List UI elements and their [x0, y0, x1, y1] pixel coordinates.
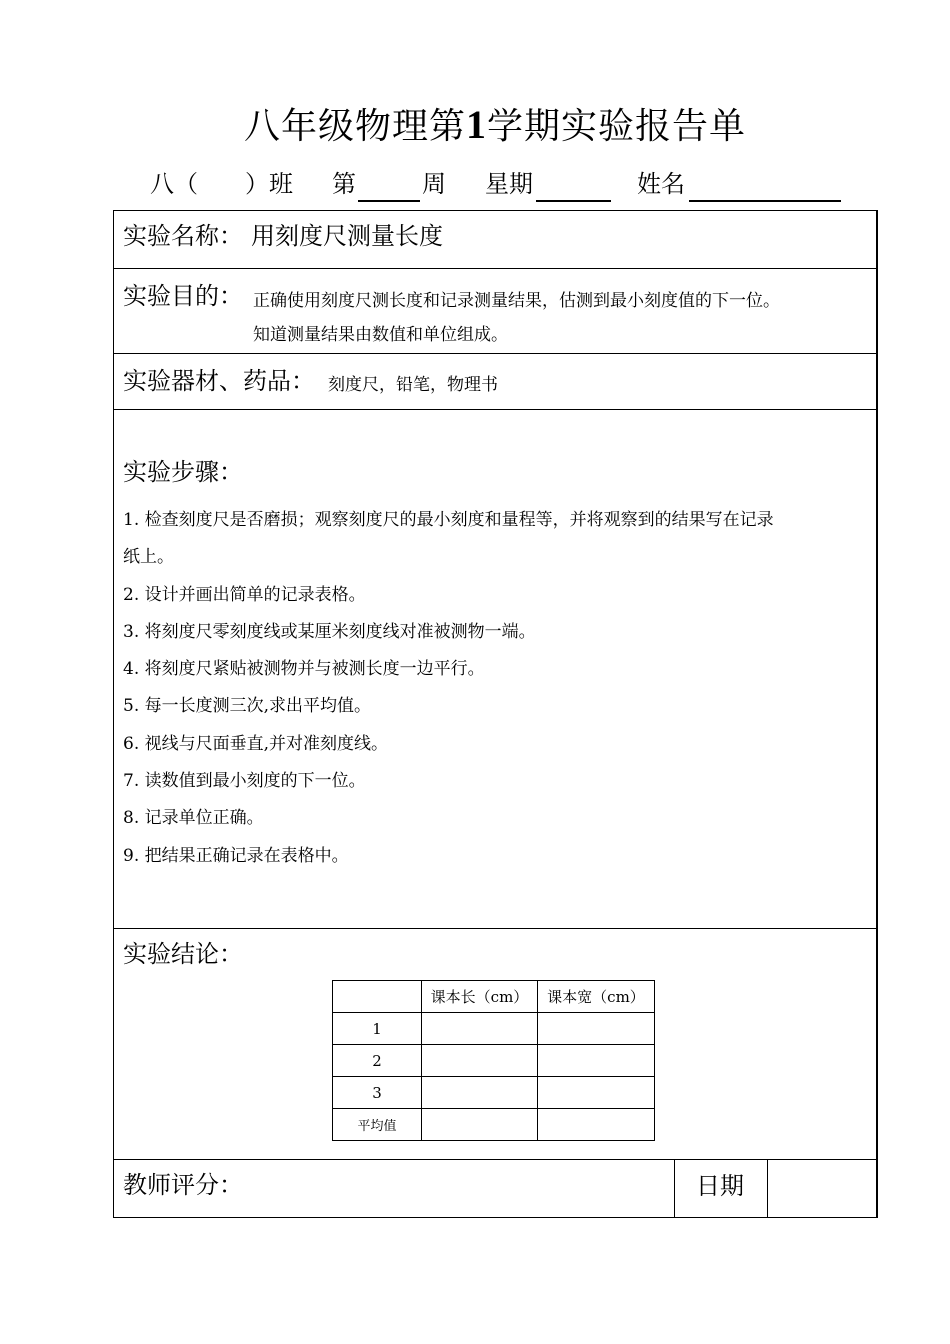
step-item: 5. 每一长度测三次,求出平均值。	[123, 696, 372, 716]
purpose-line-2: 知道测量结果由数值和单位组成。	[253, 325, 508, 345]
week-suffix-label: 周	[422, 170, 446, 198]
table-cell[interactable]	[538, 1013, 655, 1045]
row-divider	[113, 928, 877, 929]
table-cell[interactable]	[538, 1045, 655, 1077]
table-cell[interactable]	[538, 1077, 655, 1109]
equipment-value: 刻度尺，铅笔，物理书	[328, 375, 498, 395]
purpose-line-1: 正确使用刻度尺测长度和记录测量结果，估测到最小刻度值的下一位。	[253, 291, 780, 311]
step-item: 2. 设计并画出简单的记录表格。	[123, 585, 366, 605]
step-item: 4. 将刻度尺紧贴被测物并与被测长度一边平行。	[123, 659, 485, 679]
step-item: 6. 视线与尺面垂直,并对准刻度线。	[123, 734, 389, 754]
equipment-label: 实验器材、药品：	[123, 367, 315, 395]
class-label: ）班	[245, 170, 293, 198]
step-item: 1. 检查刻度尺是否磨损；观察刻度尺的最小刻度和量程等，并将观察到的结果写在记录	[123, 510, 774, 530]
steps-label: 实验步骤：	[123, 458, 243, 486]
table-cell[interactable]	[422, 1013, 538, 1045]
row-divider	[113, 353, 877, 354]
purpose-label: 实验目的：	[123, 282, 243, 310]
table-header-width: 课本宽（cm）	[538, 981, 655, 1013]
teacher-score-label: 教师评分：	[123, 1171, 243, 1199]
date-field[interactable]	[768, 1160, 873, 1216]
results-table	[332, 980, 655, 1141]
conclusion-label: 实验结论：	[123, 940, 243, 968]
experiment-name-label: 实验名称：	[123, 222, 243, 250]
row-label: 1	[333, 1013, 422, 1045]
week-prefix-label: 第	[332, 170, 356, 198]
table-cell[interactable]	[422, 1077, 538, 1109]
teacher-score-field[interactable]	[240, 1160, 670, 1216]
row-label: 3	[333, 1077, 422, 1109]
date-label: 日期	[696, 1172, 744, 1200]
row-label: 平均值	[333, 1109, 422, 1141]
step-item: 纸上。	[123, 547, 174, 567]
experiment-name-value: 用刻度尺测量长度	[251, 222, 443, 250]
step-item: 9. 把结果正确记录在表格中。	[123, 846, 349, 866]
week-blank[interactable]	[358, 200, 420, 202]
step-item: 3. 将刻度尺零刻度线或某厘米刻度线对准被测物一端。	[123, 622, 536, 642]
step-item: 8. 记录单位正确。	[123, 808, 264, 828]
row-divider	[113, 268, 877, 269]
table-row	[333, 981, 655, 1013]
table-row	[333, 1077, 655, 1109]
table-row	[333, 1013, 655, 1045]
page-title: 八年级物理第1学期实验报告单	[243, 102, 747, 147]
table-row	[333, 1045, 655, 1077]
row-divider	[113, 409, 877, 410]
step-item: 7. 读数值到最小刻度的下一位。	[123, 771, 366, 791]
row-label: 2	[333, 1045, 422, 1077]
table-cell[interactable]	[333, 981, 422, 1013]
weekday-blank[interactable]	[536, 200, 611, 202]
table-row	[333, 1109, 655, 1141]
name-label: 姓名	[637, 170, 685, 198]
column-divider	[674, 1159, 675, 1217]
table-cell[interactable]	[422, 1109, 538, 1141]
table-cell[interactable]	[538, 1109, 655, 1141]
weekday-label: 星期	[485, 170, 533, 198]
table-cell[interactable]	[422, 1045, 538, 1077]
grade-label: 八（	[150, 170, 198, 198]
name-blank[interactable]	[689, 200, 841, 202]
table-header-length: 课本长（cm）	[422, 981, 538, 1013]
